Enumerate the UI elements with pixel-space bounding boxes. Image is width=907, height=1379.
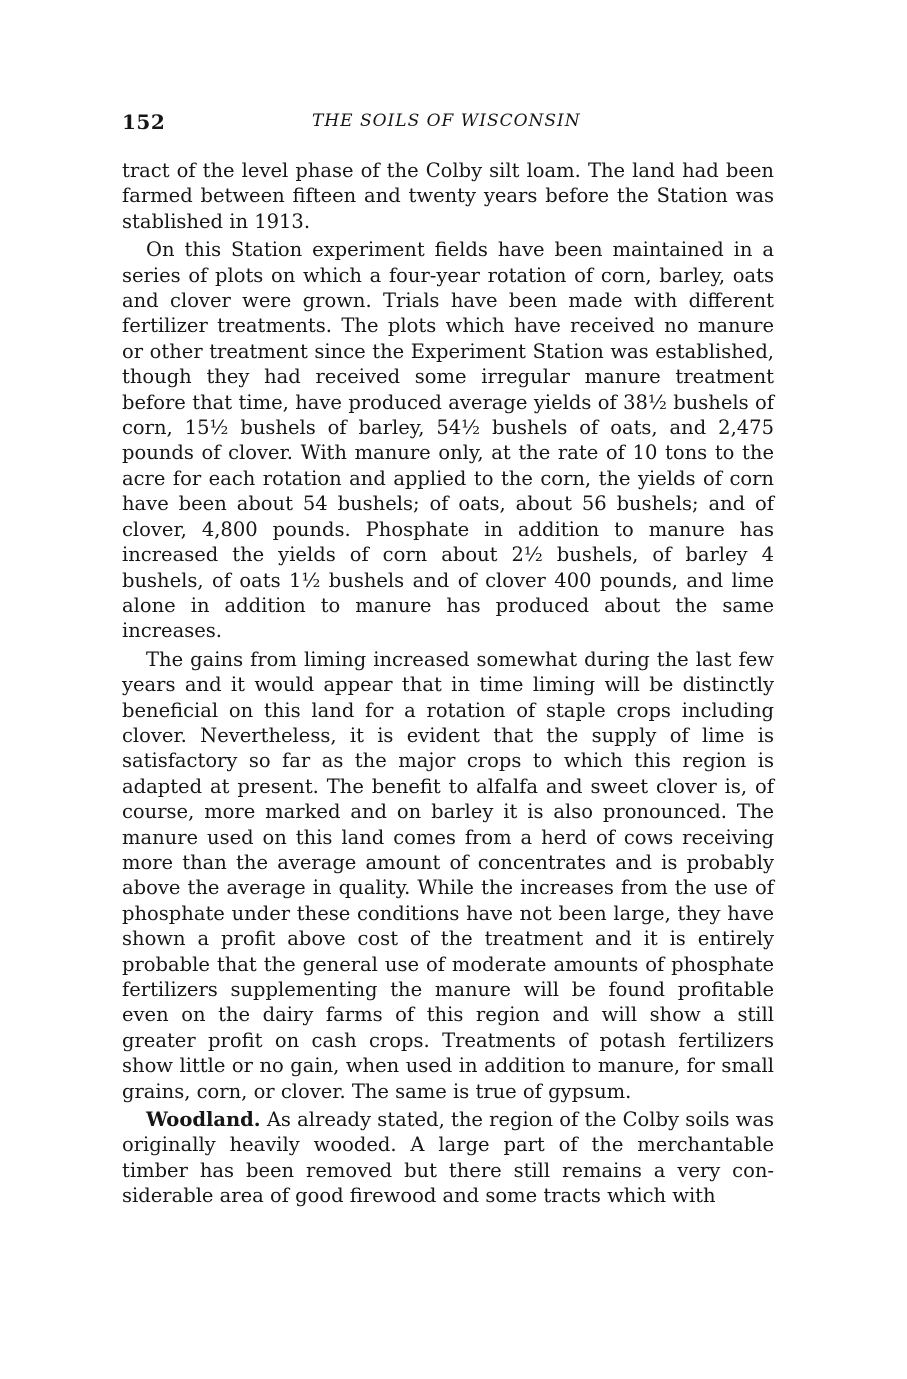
body-text	[122, 158, 774, 1209]
page-number: 152	[122, 110, 166, 134]
paragraph-1: tract of the level phase of the Colby silt loam. The land had been farmed between fifteen and twenty years before the Station was stablished in 1913.	[122, 159, 774, 233]
paragraph-2: On this Station experiment fields have been maintained in a series of plots on which a four-year rotation of corn, barley, oats and clover were grown. Trials have been made with different fertilizer treatments. The plots which have received no manure or other treatment since the Experiment Station was established, though they had received some irregular manure treatment before that time, have produced average yields of 38½ bushels of corn, 15½ bushels of barley, 54½ bushels of oats, and 2,475 pounds of clover. With manure only, at the rate of 10 tons to the acre for each rotation and applied to the corn, the yields of corn have been about 54 bushels; of oats, about 56 bushels; and of clover, 4,800 pounds. Phosphate in addition to manure has increased the yields of corn about 2½ bushels, of barley 4 bushels, of oats 1½ bushels and of clover 400 pounds, and lime alone in addition to manure has produced about the same increases.	[122, 238, 774, 643]
paragraph-3: The gains from liming increased somewhat during the last few years and it would appear that in time liming will be distinctly beneficial on this land for a rotation of staple crops including clover. Nevertheless, it is evident that the supply of lime is satisfactory so far as the major crops to which this region is adapted at present. The benefit to alfalfa and sweet clover is, of course, more marked and on barley it is also pronounced. The manure used on this land comes from a herd of cows receiving more than the average amount of concentrates and is probably above the average in quality. While the increases from the use of phosphate under these conditions have not been large, they have shown a profit above cost of the treatment and it is entirely probable that the general use of moderate amounts of phosphate fertilizers supplementing the manure will be found profitable even on the dairy farms of this region and will show a still greater profit on cash crops. Treatments of potash fertilizers show little or no gain, when used in addition to manure, for small grains, corn, or clover. The same is true of gypsum.	[122, 647, 774, 1103]
running-head: THE SOILS OF WISCONSIN	[312, 111, 581, 131]
page-header	[122, 110, 774, 140]
woodland-text: As already stated, the region of the Colby soils was originally heavily wooded. A large part of the merchantable timber has been removed but there still remains a very considerable area of good firewood and some tracts which with	[122, 1108, 775, 1208]
woodland-heading: Woodland.	[146, 1108, 261, 1132]
paragraph-woodland	[122, 1107, 774, 1209]
